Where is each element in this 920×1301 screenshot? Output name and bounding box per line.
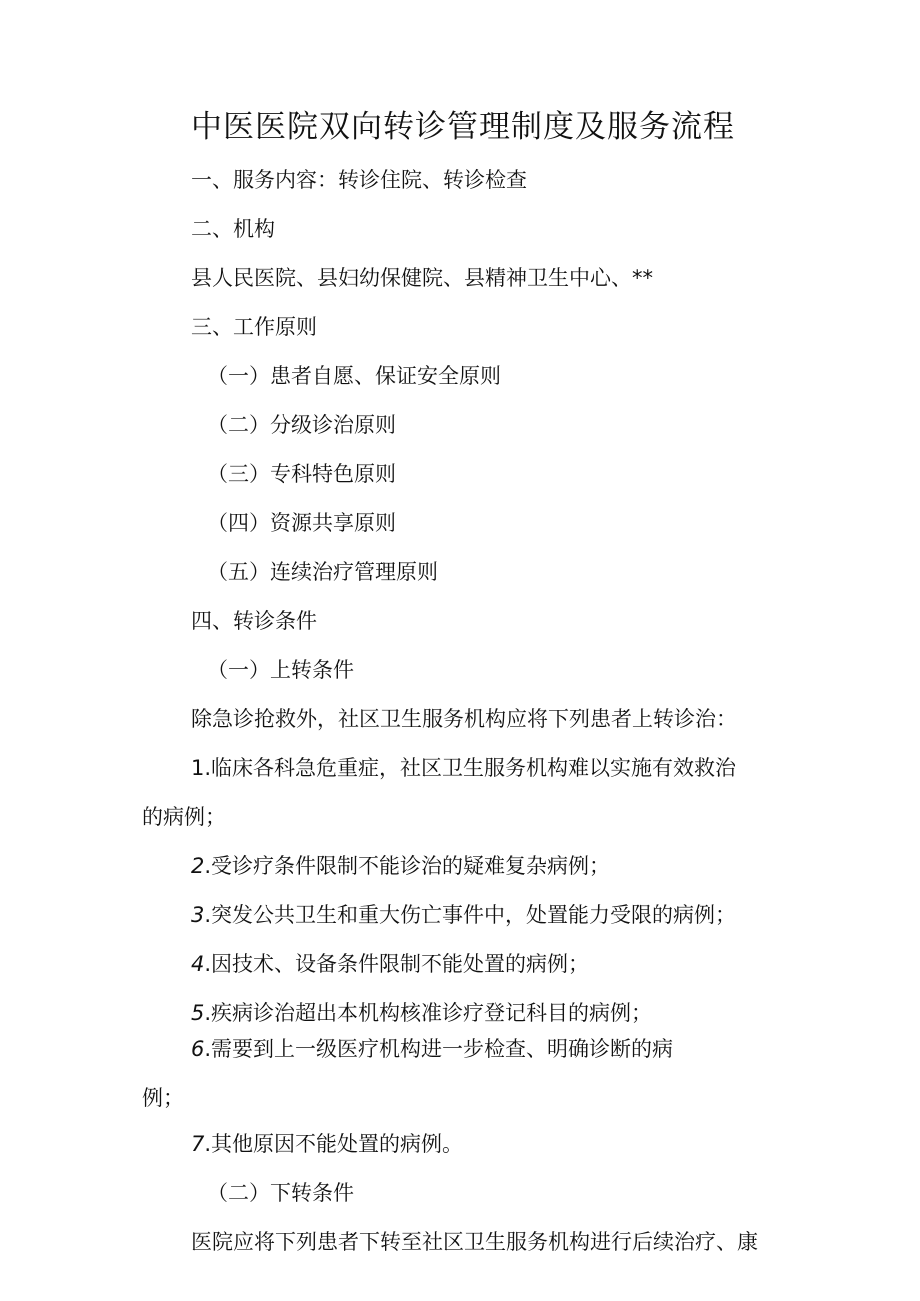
principle-item: （三）专科特色原则 xyxy=(207,462,396,486)
section-principles-heading: 三、工作原则 xyxy=(191,315,317,339)
principle-item: （五）连续治疗管理原则 xyxy=(207,560,438,584)
item-number: 6 xyxy=(191,1037,205,1061)
section-referral-conditions-heading: 四、转诊条件 xyxy=(191,609,317,633)
document-title: 中医医院双向转诊管理制度及服务流程 xyxy=(191,109,735,145)
downward-referral-intro: 医院应将下列患者下转至社区卫生服务机构进行后续治疗、康 xyxy=(191,1230,758,1254)
upward-condition-6 xyxy=(191,1034,673,1064)
upward-condition-6-continued: 例； xyxy=(142,1086,184,1110)
institutions-list: 县人民医院、县妇幼保健院、县精神卫生中心、** xyxy=(191,266,653,290)
subsection-upward-referral: （一）上转条件 xyxy=(207,658,354,682)
principle-item: （二）分级诊治原则 xyxy=(207,413,396,437)
section-service-content: 一、服务内容：转诊住院、转诊检查 xyxy=(191,168,527,192)
item-text: .需要到上一级医疗机构进一步检查、明确诊断的病 xyxy=(204,1037,674,1061)
principle-item: （四）资源共享原则 xyxy=(207,511,396,535)
item-number: 2 xyxy=(191,854,205,878)
subsection-downward-referral: （二）下转条件 xyxy=(207,1181,354,1205)
item-text: .因技术、设备条件限制不能处置的病例； xyxy=(204,952,590,976)
item-text: .突发公共卫生和重大伤亡事件中，处置能力受限的病例； xyxy=(204,903,737,927)
upward-condition-4 xyxy=(191,949,589,979)
item-number: 4 xyxy=(191,952,205,976)
item-number: 7 xyxy=(191,1132,205,1156)
upward-condition-1: 1.临床各科急危重症，社区卫生服务机构难以实施有效救治 xyxy=(191,756,737,780)
item-text: .受诊疗条件限制不能诊治的疑难复杂病例； xyxy=(204,854,611,878)
upward-condition-3 xyxy=(191,900,736,930)
upward-condition-1-continued: 的病例； xyxy=(142,805,226,829)
upward-condition-5 xyxy=(191,998,652,1028)
section-institutions-heading: 二、机构 xyxy=(191,217,275,241)
upward-condition-7 xyxy=(191,1129,463,1159)
item-number: 3 xyxy=(191,903,205,927)
item-number: 5 xyxy=(191,1001,205,1025)
upward-condition-2 xyxy=(191,851,610,881)
upward-referral-intro: 除急诊抢救外，社区卫生服务机构应将下列患者上转诊治： xyxy=(191,707,737,731)
item-text: .其他原因不能处置的病例。 xyxy=(204,1132,464,1156)
principle-item: （一）患者自愿、保证安全原则 xyxy=(207,364,501,388)
item-text: .疾病诊治超出本机构核准诊疗登记科目的病例； xyxy=(204,1001,653,1025)
